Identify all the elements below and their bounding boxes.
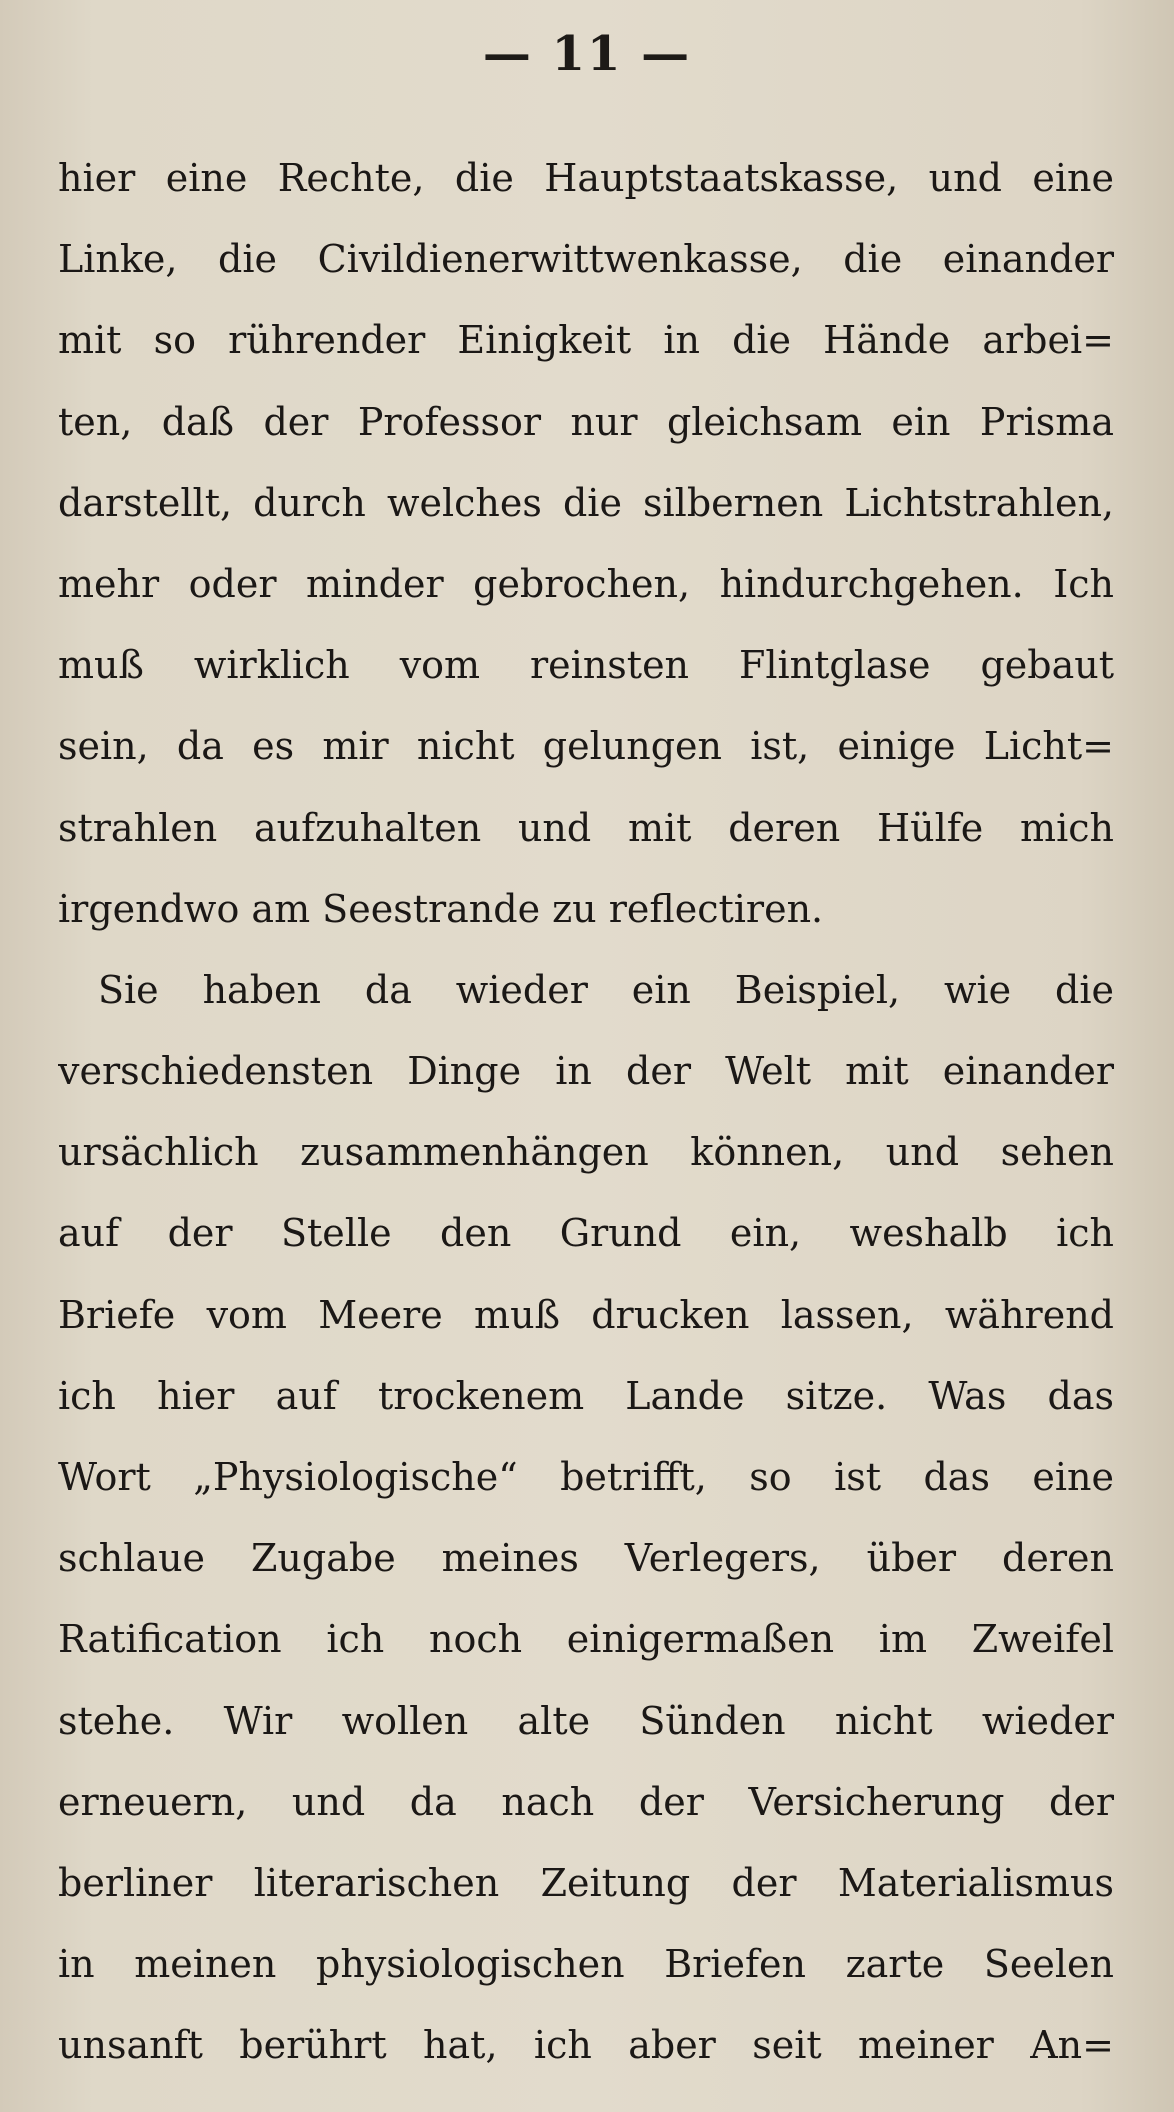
paragraph-end-line: irgendwo am Seestrande zu reflectiren. [58,886,824,931]
text-line: mit so rührender Einigkeit in die Hände arbei= [58,318,1114,363]
text-line: hier eine Rechte, die Hauptstaatskasse, und eine [58,156,1114,200]
text-line: Briefe vom Meere muß drucken lassen, während [58,1292,1114,1337]
text-line: ursächlich zusammenhängen können, und sehen [58,1130,1114,1175]
text-line: ich hier auf trockenem Lande sitze. Was das [58,1373,1114,1418]
text-line: Ratification ich noch einigermaßen im Zweifel [58,1617,1114,1662]
body-text [58,138,1114,2087]
text-line: darstellt, durch welches die silbernen Lichtstrahlen, [58,480,1114,525]
text-line: verschiedensten Dinge in der Welt mit einander [58,1049,1114,1094]
text-line: auf der Stelle den Grund ein, weshalb ich [58,1211,1114,1256]
text-line: stehe. Wir wollen alte Sünden nicht wieder [58,1698,1114,1743]
text-line: schlaue Zugabe meines Verlegers, über deren [58,1536,1114,1581]
text-line: berliner literarischen Zeitung der Materialismus [58,1860,1114,1905]
text-line: strahlen aufzuhalten und mit deren Hülfe mich [58,805,1114,850]
text-line: sein, da es mir nicht gelungen ist, einige Licht= [58,724,1114,769]
text-line: mehr oder minder gebrochen, hindurchgehen. Ich [58,561,1114,606]
text-line: unsanft berührt hat, ich aber seit meiner An= [58,2023,1114,2068]
paragraph-start-line: Sie haben da wieder ein Beispiel, wie die [98,967,1114,1012]
text-line: Linke, die Civildienerwittwenkasse, die einander [58,237,1114,282]
page-number: — 11 — [482,26,692,82]
text-line: in meinen physiologischen Briefen zarte Seelen [58,1942,1114,1987]
text-line: Wort „Physiologische“ betrifft, so ist das eine [58,1455,1114,1499]
text-line: muß wirklich vom reinsten Flintglase gebaut [58,643,1114,688]
text-line: ten, daß der Professor nur gleichsam ein Prisma [58,399,1114,444]
text-line: erneuern, und da nach der Versicherung der [58,1779,1114,1824]
